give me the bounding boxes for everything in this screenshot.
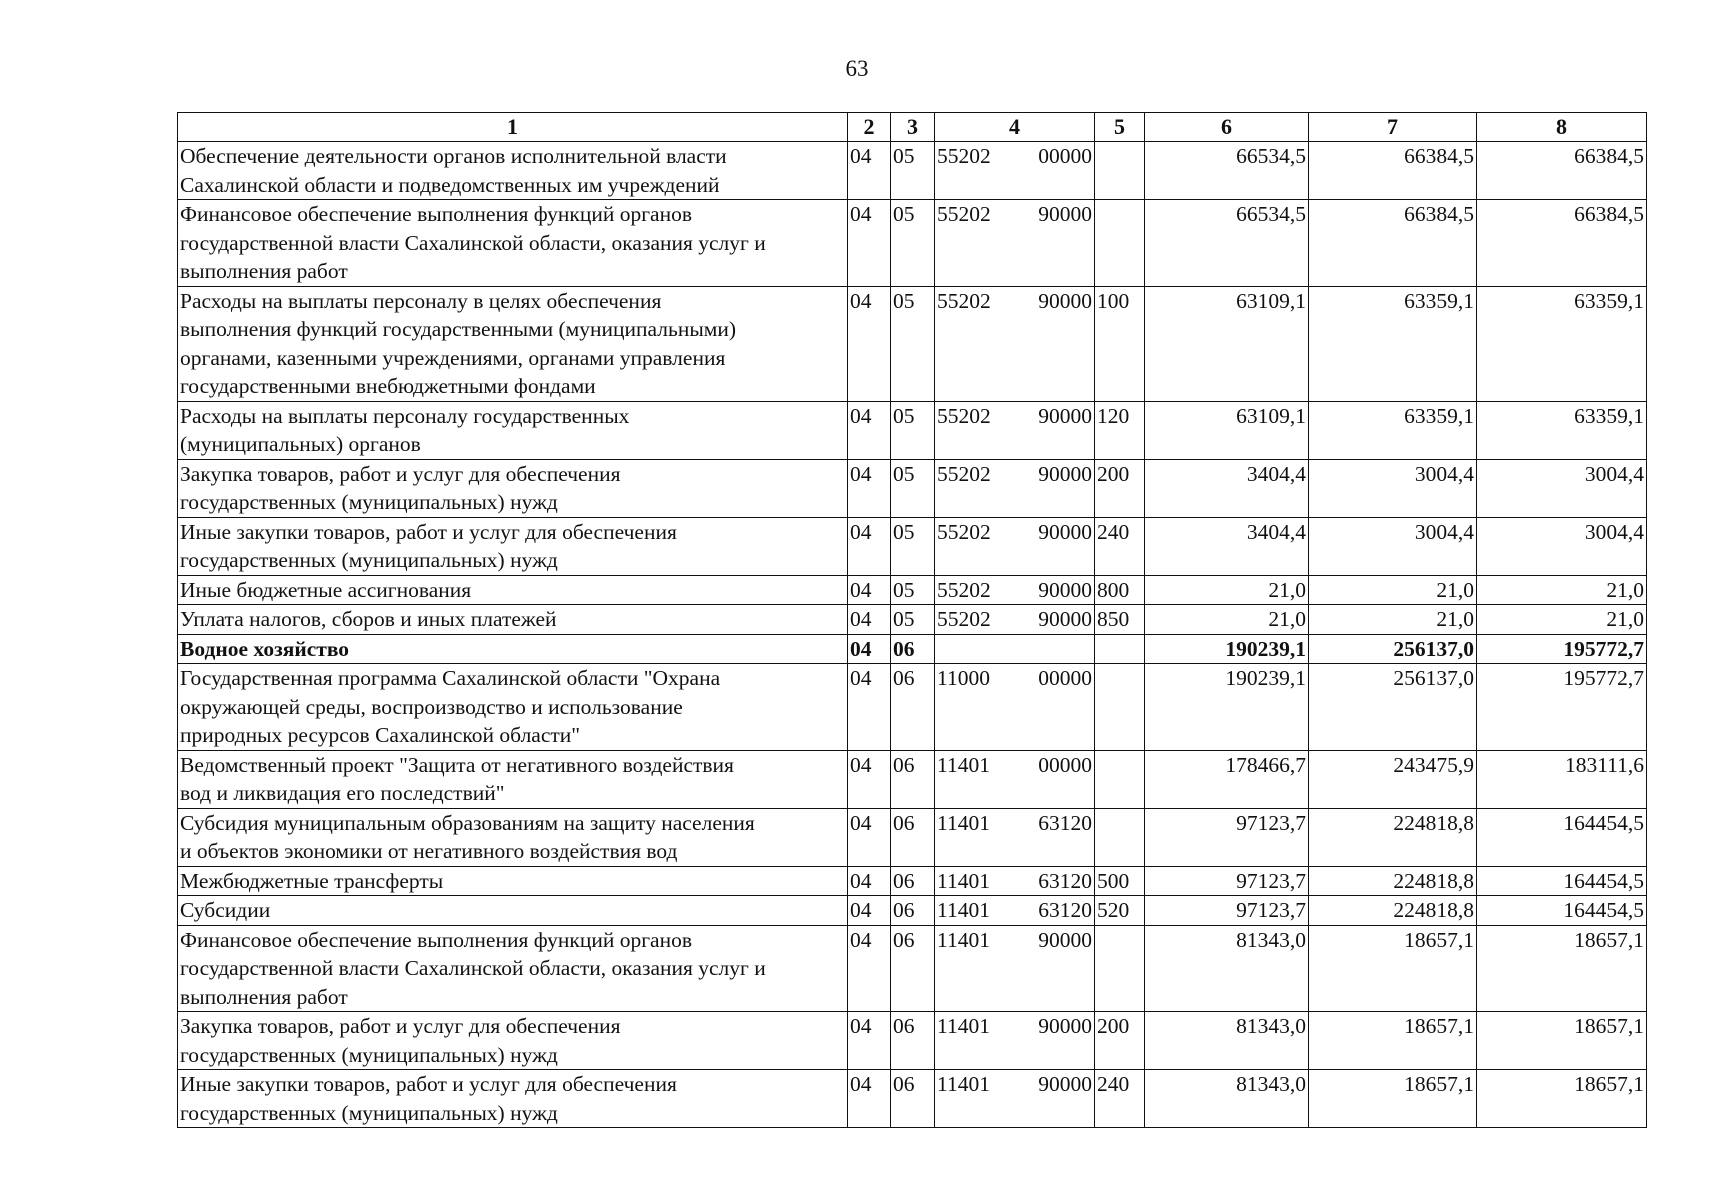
subsection-code: 05 [891,142,935,200]
amount-col8: 164454,5 [1477,866,1647,896]
table-row [178,459,1647,517]
target-article-part1: 11401 [937,1014,990,1038]
target-article-code [935,286,1095,401]
table-row [178,286,1647,401]
target-article-code [935,1012,1095,1070]
amount-col6: 66534,5 [1145,142,1309,200]
row-name: Ведомственный проект "Защита от негативного воздействия вод и ликвидация его последствий" [178,750,848,808]
subsection-code: 05 [891,459,935,517]
amount-col7: 18657,1 [1309,1070,1477,1128]
amount-col8: 183111,6 [1477,750,1647,808]
target-article-part2: 00000 [1038,144,1092,168]
subsection-code: 06 [891,664,935,751]
target-article-part1: 11401 [937,868,990,893]
target-article-code [935,750,1095,808]
section-code: 04 [848,605,891,635]
target-article-code [935,866,1095,896]
amount-col8: 18657,1 [1477,925,1647,1012]
amount-col7: 63359,1 [1309,401,1477,459]
amount-col7: 224818,8 [1309,808,1477,866]
section-code: 04 [848,200,891,287]
row-name: Финансовое обеспечение выполнения функций органов государственной власти Сахалинской области, оказания услуг и выполнения работ [178,200,848,287]
amount-col8: 66384,5 [1477,200,1647,287]
amount-col6: 97123,7 [1145,866,1309,896]
target-article-code [935,605,1095,635]
amount-col8: 63359,1 [1477,286,1647,401]
target-article-code [935,664,1095,751]
amount-col7: 21,0 [1309,605,1477,635]
column-header: 2 [848,113,891,142]
amount-col6: 21,0 [1145,575,1309,605]
section-code: 04 [848,808,891,866]
row-name: Финансовое обеспечение выполнения функций органов государственной власти Сахалинской области, оказания услуг и выполнения работ [178,925,848,1012]
target-article-part1: 55202 [937,607,991,631]
section-code: 04 [848,1070,891,1128]
table-row [178,401,1647,459]
amount-col6: 21,0 [1145,605,1309,635]
target-article-part2: 90000 [1038,461,1092,486]
target-article-code [935,1070,1095,1128]
budget-table [177,112,1647,1128]
amount-col8: 195772,7 [1477,664,1647,751]
row-name: Субсидия муниципальным образованиям на защиту населения и объектов экономики от негативного воздействия вод [178,808,848,866]
row-name: Закупка товаров, работ и услуг для обеспечения государственных (муниципальных) нужд [178,459,848,517]
row-name: Закупка товаров, работ и услуг для обеспечения государственных (муниципальных) нужд [178,1012,848,1070]
section-code: 04 [848,517,891,575]
table-row [178,896,1647,926]
section-code: 04 [848,634,891,664]
amount-col7: 243475,9 [1309,750,1477,808]
subsection-code: 06 [891,925,935,1012]
target-article-code [935,200,1095,287]
table-row [178,664,1647,751]
target-article-part2: 63120 [1038,810,1092,835]
target-article-part2: 90000 [1038,1072,1092,1096]
amount-col8: 164454,5 [1477,808,1647,866]
section-code: 04 [848,459,891,517]
amount-col8: 195772,7 [1477,634,1647,664]
amount-col6: 97123,7 [1145,808,1309,866]
target-article-part1: 55202 [937,403,991,428]
target-article-part2: 90000 [1038,288,1092,313]
target-article-code [935,459,1095,517]
table-row [178,517,1647,575]
target-article-part1: 11000 [937,666,990,690]
target-article-code [935,925,1095,1012]
section-code: 04 [848,750,891,808]
table-row [178,1012,1647,1070]
expense-type-code: 800 [1095,575,1145,605]
expense-type-code: 200 [1095,459,1145,517]
table-row [178,808,1647,866]
target-article-part1: 11401 [937,752,990,777]
amount-col8: 18657,1 [1477,1012,1647,1070]
target-article-code [935,896,1095,926]
column-header: 3 [891,113,935,142]
row-name: Межбюджетные трансферты [178,866,848,896]
amount-col7: 256137,0 [1309,634,1477,664]
section-code: 04 [848,1012,891,1070]
amount-col6: 66534,5 [1145,200,1309,287]
row-name: Расходы на выплаты персоналу в целях обеспечения выполнения функций государственными (муниципальными) органами, казенными учреждениями, органами управления государственными внебюджетными фондами [178,286,848,401]
row-name: Государственная программа Сахалинской области "Охрана окружающей среды, воспроизводство и использование природных ресурсов Сахалинской области" [178,664,848,751]
table-row [178,925,1647,1012]
expense-type-code: 120 [1095,401,1145,459]
section-code: 04 [848,142,891,200]
section-code: 04 [848,401,891,459]
subsection-code: 06 [891,1012,935,1070]
section-code: 04 [848,925,891,1012]
table-row [178,1070,1647,1128]
target-article-code [935,517,1095,575]
amount-col7: 224818,8 [1309,866,1477,896]
target-article-part1: 55202 [937,288,991,313]
column-header: 1 [178,113,848,142]
column-header: 8 [1477,113,1647,142]
target-article-part1: 11401 [937,810,990,835]
target-article-part1: 11401 [937,1072,990,1096]
column-header: 5 [1095,113,1145,142]
expense-type-code: 200 [1095,1012,1145,1070]
row-name: Субсидии [178,896,848,926]
target-article-part1: 11401 [937,898,990,922]
table-body [178,142,1647,1128]
row-name: Иные закупки товаров, работ и услуг для обеспечения государственных (муниципальных) нужд [178,517,848,575]
subsection-code: 05 [891,605,935,635]
section-code: 04 [848,575,891,605]
amount-col7: 63359,1 [1309,286,1477,401]
table-row [178,750,1647,808]
column-header: 4 [935,113,1095,142]
target-article-code [935,634,1095,664]
target-article-part2: 90000 [1038,519,1092,544]
amount-col6: 81343,0 [1145,1070,1309,1128]
amount-col7: 224818,8 [1309,896,1477,926]
amount-col8: 3004,4 [1477,459,1647,517]
amount-col8: 164454,5 [1477,896,1647,926]
column-header: 6 [1145,113,1309,142]
amount-col8: 21,0 [1477,575,1647,605]
target-article-part1: 55202 [937,144,991,168]
amount-col6: 190239,1 [1145,634,1309,664]
table-row [178,200,1647,287]
subsection-code: 06 [891,750,935,808]
section-code: 04 [848,866,891,896]
target-article-part2: 63120 [1038,898,1092,922]
amount-col8: 3004,4 [1477,517,1647,575]
row-name: Расходы на выплаты персоналу государственных (муниципальных) органов [178,401,848,459]
column-header: 7 [1309,113,1477,142]
table-row [178,142,1647,200]
target-article-code [935,808,1095,866]
table-row [178,634,1647,664]
target-article-part1: 55202 [937,202,991,226]
target-article-code [935,401,1095,459]
amount-col6: 81343,0 [1145,1012,1309,1070]
table-row [178,575,1647,605]
target-article-part2: 90000 [1038,202,1092,226]
target-article-part1: 55202 [937,577,991,602]
expense-type-code [1095,200,1145,287]
expense-type-code: 850 [1095,605,1145,635]
amount-col8: 18657,1 [1477,1070,1647,1128]
row-name: Уплата налогов, сборов и иных платежей [178,605,848,635]
target-article-part1: 11401 [937,927,990,952]
expense-type-code [1095,634,1145,664]
amount-col7: 3004,4 [1309,459,1477,517]
table-header-row [178,113,1647,142]
subsection-code: 05 [891,286,935,401]
amount-col6: 190239,1 [1145,664,1309,751]
target-article-part2: 00000 [1038,666,1092,690]
expense-type-code [1095,925,1145,1012]
expense-type-code: 100 [1095,286,1145,401]
target-article-part2: 90000 [1038,927,1092,952]
target-article-part2: 90000 [1038,607,1092,631]
row-name: Иные закупки товаров, работ и услуг для обеспечения государственных (муниципальных) нужд [178,1070,848,1128]
amount-col6: 3404,4 [1145,459,1309,517]
amount-col6: 178466,7 [1145,750,1309,808]
expense-type-code [1095,664,1145,751]
section-code: 04 [848,896,891,926]
amount-col7: 18657,1 [1309,925,1477,1012]
table-row [178,605,1647,635]
subsection-code: 05 [891,200,935,287]
row-name: Обеспечение деятельности органов исполнительной власти Сахалинской области и подведомственных им учреждений [178,142,848,200]
subsection-code: 05 [891,401,935,459]
amount-col7: 3004,4 [1309,517,1477,575]
section-code: 04 [848,664,891,751]
amount-col7: 21,0 [1309,575,1477,605]
subsection-code: 06 [891,896,935,926]
subsection-code: 06 [891,634,935,664]
subsection-code: 06 [891,1070,935,1128]
target-article-part2: 00000 [1038,752,1092,777]
amount-col7: 256137,0 [1309,664,1477,751]
target-article-part2: 90000 [1038,1014,1092,1038]
expense-type-code [1095,142,1145,200]
expense-type-code: 500 [1095,866,1145,896]
amount-col6: 97123,7 [1145,896,1309,926]
amount-col6: 81343,0 [1145,925,1309,1012]
row-name: Водное хозяйство [178,634,848,664]
section-code: 04 [848,286,891,401]
amount-col8: 21,0 [1477,605,1647,635]
expense-type-code [1095,750,1145,808]
subsection-code: 06 [891,808,935,866]
expense-type-code [1095,808,1145,866]
page-number: 63 [845,56,869,81]
target-article-part1: 55202 [937,519,991,544]
amount-col7: 18657,1 [1309,1012,1477,1070]
amount-col6: 63109,1 [1145,286,1309,401]
row-name: Иные бюджетные ассигнования [178,575,848,605]
target-article-part1: 55202 [937,461,991,486]
target-article-part2: 90000 [1038,403,1092,428]
amount-col8: 63359,1 [1477,401,1647,459]
target-article-part2: 63120 [1038,868,1092,893]
amount-col6: 63109,1 [1145,401,1309,459]
amount-col6: 3404,4 [1145,517,1309,575]
target-article-part2: 90000 [1038,577,1092,602]
expense-type-code: 240 [1095,1070,1145,1128]
subsection-code: 05 [891,575,935,605]
table-row [178,866,1647,896]
target-article-code [935,575,1095,605]
target-article-code [935,142,1095,200]
expense-type-code: 520 [1095,896,1145,926]
amount-col8: 66384,5 [1477,142,1647,200]
expense-type-code: 240 [1095,517,1145,575]
subsection-code: 05 [891,517,935,575]
amount-col7: 66384,5 [1309,142,1477,200]
amount-col7: 66384,5 [1309,200,1477,287]
subsection-code: 06 [891,866,935,896]
